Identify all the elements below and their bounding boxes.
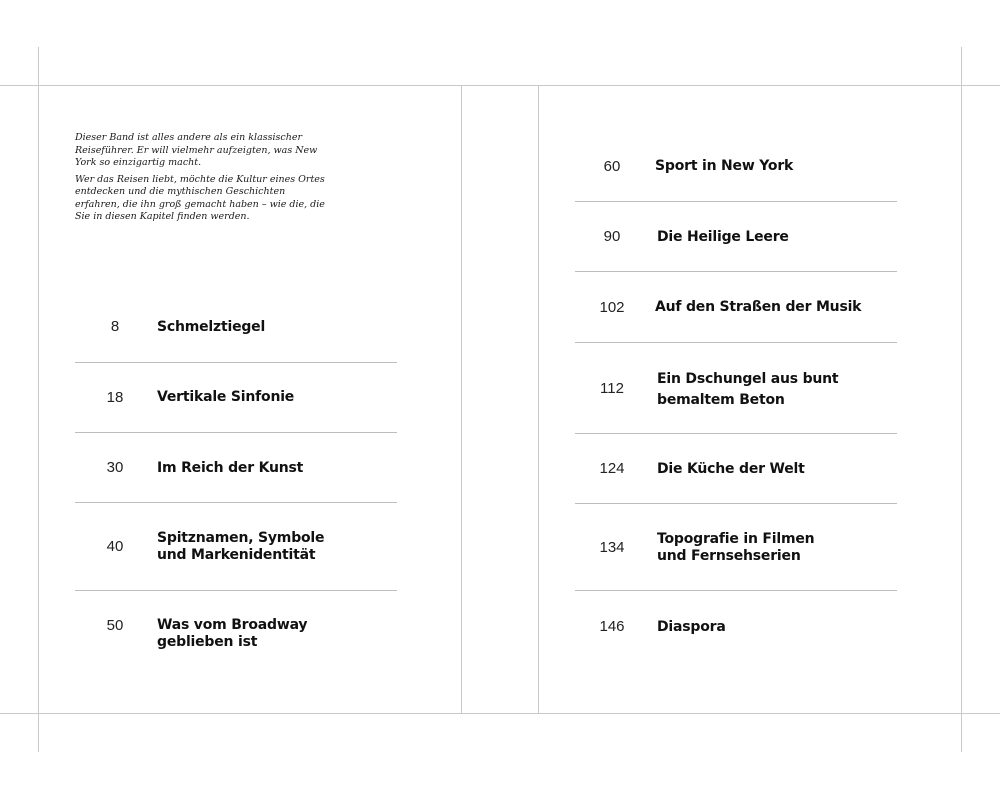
toc-page-number: 112 — [600, 380, 624, 397]
toc-page-number: 102 — [599, 299, 625, 316]
toc-separator — [575, 433, 897, 434]
toc-separator — [575, 271, 897, 272]
crop-line-bottom — [0, 713, 1000, 714]
toc-separator — [75, 502, 397, 503]
spine-line-right — [538, 85, 539, 713]
toc-separator — [75, 432, 397, 433]
toc-entry-title[interactable]: Topografie in Filmen und Fernsehserien — [657, 531, 815, 564]
crop-line-right — [961, 47, 962, 752]
spine-line-left — [461, 85, 462, 713]
toc-page-number: 8 — [110, 318, 120, 335]
toc-separator — [575, 342, 897, 343]
toc-page-number: 124 — [599, 460, 625, 477]
toc-page-number: 146 — [599, 618, 625, 635]
crop-line-top — [0, 85, 1000, 86]
toc-separator — [575, 503, 897, 504]
toc-page-number: 30 — [106, 459, 124, 476]
toc-entry-title[interactable]: Auf den Straßen der Musik — [655, 299, 862, 315]
toc-page-number: 134 — [599, 539, 625, 556]
toc-entry-title[interactable]: Vertikale Sinfonie — [157, 389, 295, 405]
toc-entry-title[interactable]: Spitznamen, Symbole und Markenidentität — [157, 530, 325, 563]
toc-page-number: 90 — [603, 228, 621, 245]
toc-entry-title[interactable]: Was vom Broadway geblieben ist — [157, 617, 308, 650]
toc-entry-title[interactable]: Die Heilige Leere — [657, 229, 789, 245]
toc-entry-title[interactable]: Die Küche der Welt — [657, 461, 805, 477]
intro-paragraph: Wer das Reisen liebt, möchte die Kultur eines Ortes entdecken und die mythischen Geschichten erfahren, die ihn groß gemacht haben – wie die, die Sie in diesen Kapitel finden werden. — [75, 173, 325, 222]
toc-page-number: 18 — [106, 389, 124, 406]
toc-entry-title[interactable]: Im Reich der Kunst — [157, 460, 304, 476]
toc-separator — [575, 201, 897, 202]
toc-separator — [75, 590, 397, 591]
crop-line-left — [38, 47, 39, 752]
toc-page-number: 50 — [106, 617, 124, 634]
toc-entry-title[interactable]: Schmelztiegel — [157, 319, 266, 335]
toc-entry-title[interactable]: Diaspora — [657, 619, 726, 635]
toc-entry-title[interactable]: Ein Dschungel aus bunt bemaltem Beton — [657, 371, 839, 408]
toc-separator — [575, 590, 897, 591]
toc-page-number: 60 — [603, 158, 621, 175]
toc-page-number: 40 — [106, 538, 124, 555]
intro-text — [75, 132, 325, 228]
intro-paragraph: Dieser Band ist alles andere als ein klassischer Reiseführer. Er will vielmehr aufzeigten, was New York so einzigartig macht. — [75, 132, 318, 168]
toc-separator — [75, 362, 397, 363]
toc-entry-title[interactable]: Sport in New York — [655, 158, 794, 174]
